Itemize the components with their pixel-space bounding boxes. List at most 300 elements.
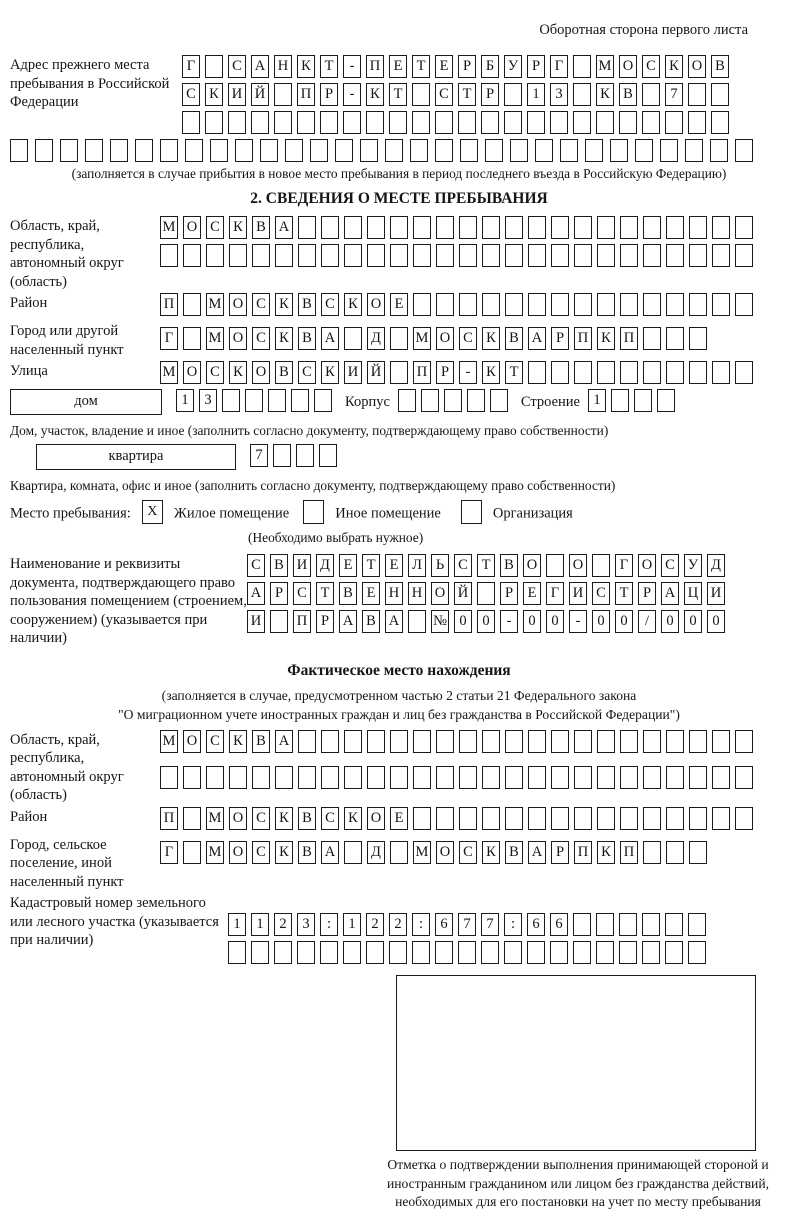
char-cell: В xyxy=(298,293,316,316)
actual-location-caption-2: "О миграционном учете иностранных граждан и лиц без гражданства в Российской Федерации") xyxy=(118,706,680,722)
char-cell: К xyxy=(366,83,384,106)
char-cell xyxy=(528,361,546,384)
char-cell xyxy=(229,766,247,789)
char-cell: Д xyxy=(367,841,385,864)
char-cell: А xyxy=(321,841,339,864)
char-cell xyxy=(689,293,707,316)
char-cell: 0 xyxy=(615,610,633,633)
char-cell: 1 xyxy=(527,83,545,106)
actual-region-rows xyxy=(160,728,758,784)
char-cell xyxy=(183,766,201,789)
char-cell: К xyxy=(665,55,683,78)
char-cell: Р xyxy=(551,841,569,864)
char-cell: - xyxy=(459,361,477,384)
char-cell xyxy=(410,139,428,162)
district-block xyxy=(10,291,788,319)
char-cell xyxy=(222,389,240,412)
char-cell: П xyxy=(366,55,384,78)
char-cell xyxy=(635,139,653,162)
char-cell: С xyxy=(642,55,660,78)
char-cell xyxy=(735,244,753,267)
char-cell: Т xyxy=(615,582,633,605)
char-cell xyxy=(665,111,683,134)
char-cell xyxy=(436,244,454,267)
char-cell xyxy=(735,730,753,753)
char-cell xyxy=(710,139,728,162)
actual-district-label: Район xyxy=(10,808,48,825)
checkbox-other-premises xyxy=(303,500,324,524)
char-cell xyxy=(436,807,454,830)
char-cell xyxy=(228,941,246,964)
char-row xyxy=(247,608,730,636)
char-cell: К xyxy=(597,841,615,864)
char-cell: П xyxy=(297,83,315,106)
char-cell xyxy=(666,361,684,384)
char-cell xyxy=(310,139,328,162)
char-cell: Й xyxy=(454,582,472,605)
char-cell: 3 xyxy=(297,913,315,936)
char-cell: № xyxy=(431,610,449,633)
char-cell: О xyxy=(229,327,247,350)
char-cell: Ь xyxy=(431,554,449,577)
char-cell xyxy=(436,293,454,316)
char-cell xyxy=(297,111,315,134)
char-cell: 2 xyxy=(389,913,407,936)
char-cell xyxy=(412,83,430,106)
char-cell xyxy=(643,841,661,864)
char-cell xyxy=(183,293,201,316)
char-cell: К xyxy=(344,807,362,830)
char-cell xyxy=(551,244,569,267)
char-cell xyxy=(459,293,477,316)
char-cell xyxy=(505,244,523,267)
char-cell xyxy=(390,766,408,789)
char-cell xyxy=(735,216,753,239)
char-row xyxy=(247,552,730,580)
char-cell xyxy=(60,139,78,162)
confirmation-stamp-box xyxy=(396,975,756,1151)
char-cell xyxy=(320,941,338,964)
char-row xyxy=(160,833,712,861)
apartment-row xyxy=(10,444,788,474)
char-cell xyxy=(459,244,477,267)
char-cell xyxy=(574,244,592,267)
char-row xyxy=(160,359,758,387)
prev-address-label: Адрес прежнего места пребывания в Российской Федерации xyxy=(10,57,170,110)
char-cell: 6 xyxy=(435,913,453,936)
char-cell xyxy=(160,139,178,162)
char-cell: В xyxy=(270,554,288,577)
char-cell xyxy=(642,941,660,964)
char-cell xyxy=(210,139,228,162)
char-cell: 2 xyxy=(274,913,292,936)
house-row xyxy=(10,389,788,419)
char-cell: С xyxy=(661,554,679,577)
char-cell xyxy=(551,766,569,789)
char-cell: Е xyxy=(362,582,380,605)
char-cell xyxy=(585,139,603,162)
char-cell: : xyxy=(504,913,522,936)
char-cell: В xyxy=(362,610,380,633)
char-cell xyxy=(688,913,706,936)
stamp-caption: Отметка о подтверждении выполнения принимающей стороной и иностранным гражданином или лицом без гражданства действий, необходимых для его постановки на учет по месту пребывания xyxy=(387,1157,769,1209)
char-cell xyxy=(481,111,499,134)
char-cell xyxy=(712,730,730,753)
char-cell: С xyxy=(252,841,270,864)
char-cell xyxy=(343,941,361,964)
char-cell xyxy=(504,83,522,106)
char-cell: К xyxy=(275,327,293,350)
char-row xyxy=(160,214,758,242)
char-cell xyxy=(85,139,103,162)
char-row xyxy=(182,109,734,137)
char-cell: И xyxy=(247,610,265,633)
char-cell xyxy=(735,361,753,384)
char-cell: О xyxy=(688,55,706,78)
cadastre-label: Кадастровый номер земельного или лесного участка (указывается при наличии) xyxy=(10,895,219,948)
char-cell xyxy=(435,139,453,162)
char-cell xyxy=(620,361,638,384)
char-cell: К xyxy=(229,216,247,239)
char-cell xyxy=(528,766,546,789)
char-cell: Г xyxy=(550,55,568,78)
char-cell xyxy=(490,389,508,412)
char-cell: С xyxy=(592,582,610,605)
actual-region-label: Область, край, республика, автономный округ (область) xyxy=(10,731,124,803)
char-cell xyxy=(642,83,660,106)
char-cell xyxy=(285,139,303,162)
char-cell xyxy=(666,766,684,789)
char-cell xyxy=(182,111,200,134)
char-cell: Т xyxy=(458,83,476,106)
char-cell: 0 xyxy=(523,610,541,633)
char-cell: М xyxy=(206,841,224,864)
char-cell xyxy=(596,941,614,964)
street-block xyxy=(10,359,788,387)
char-cell: В xyxy=(298,327,316,350)
char-cell xyxy=(688,941,706,964)
char-cell: 7 xyxy=(458,913,476,936)
char-cell xyxy=(666,730,684,753)
char-cell: М xyxy=(160,216,178,239)
char-cell xyxy=(657,389,675,412)
city-label: Город или другой населенный пункт xyxy=(10,323,124,358)
char-cell: И xyxy=(344,361,362,384)
char-cell xyxy=(459,766,477,789)
char-cell xyxy=(435,111,453,134)
char-cell: М xyxy=(206,327,224,350)
char-cell xyxy=(527,111,545,134)
char-cell: К xyxy=(275,841,293,864)
char-cell xyxy=(528,293,546,316)
char-cell xyxy=(251,111,269,134)
char-cell xyxy=(610,139,628,162)
char-cell xyxy=(505,730,523,753)
char-cell: С xyxy=(321,807,339,830)
char-cell: М xyxy=(160,361,178,384)
char-cell: Р xyxy=(551,327,569,350)
char-cell xyxy=(298,216,316,239)
char-cell xyxy=(35,139,53,162)
char-cell xyxy=(343,111,361,134)
char-cell xyxy=(273,444,291,467)
char-cell: Т xyxy=(389,83,407,106)
char-cell xyxy=(390,216,408,239)
char-cell: С xyxy=(435,83,453,106)
option-residential-label: Жилое помещение xyxy=(173,505,290,522)
stay-type-row xyxy=(10,500,788,528)
char-cell xyxy=(482,730,500,753)
char-cell xyxy=(643,730,661,753)
char-cell xyxy=(620,730,638,753)
char-cell: 1 xyxy=(176,389,194,412)
char-cell: 1 xyxy=(588,389,606,412)
korpus-label: Корпус xyxy=(345,394,390,410)
actual-city-label: Город, сельское поселение, иной населенный пункт xyxy=(10,836,124,890)
char-cell: Р xyxy=(481,83,499,106)
char-cell: 7 xyxy=(250,444,268,467)
char-cell: Р xyxy=(316,610,334,633)
char-cell xyxy=(482,244,500,267)
char-cell xyxy=(712,361,730,384)
char-cell xyxy=(551,730,569,753)
char-cell xyxy=(320,111,338,134)
char-cell xyxy=(206,766,224,789)
char-cell: 0 xyxy=(707,610,725,633)
char-cell xyxy=(321,216,339,239)
char-cell xyxy=(183,327,201,350)
char-cell xyxy=(735,139,753,162)
char-cell: Р xyxy=(638,582,656,605)
char-cell: Д xyxy=(316,554,334,577)
char-cell xyxy=(643,216,661,239)
char-cell xyxy=(597,766,615,789)
char-cell xyxy=(344,244,362,267)
char-cell xyxy=(390,244,408,267)
char-cell: Ц xyxy=(684,582,702,605)
char-cell: С xyxy=(206,361,224,384)
char-cell: - xyxy=(500,610,518,633)
char-cell: И xyxy=(293,554,311,577)
char-cell xyxy=(458,941,476,964)
char-cell xyxy=(335,139,353,162)
char-cell: Г xyxy=(160,841,178,864)
char-cell xyxy=(314,389,332,412)
char-cell xyxy=(510,139,528,162)
char-cell xyxy=(135,139,153,162)
char-cell: С xyxy=(252,293,270,316)
char-cell xyxy=(10,139,28,162)
char-cell xyxy=(688,111,706,134)
char-cell: П xyxy=(620,841,638,864)
char-cell xyxy=(666,216,684,239)
char-cell: О xyxy=(252,361,270,384)
char-cell: Р xyxy=(527,55,545,78)
char-cell xyxy=(597,730,615,753)
char-cell xyxy=(298,730,316,753)
char-cell xyxy=(574,807,592,830)
char-cell xyxy=(643,766,661,789)
char-cell xyxy=(460,139,478,162)
char-cell: У xyxy=(504,55,522,78)
char-cell: С xyxy=(206,216,224,239)
char-cell: Р xyxy=(500,582,518,605)
checkbox-residential: X xyxy=(142,500,163,524)
char-cell xyxy=(596,913,614,936)
char-cell: О xyxy=(569,554,587,577)
char-cell xyxy=(620,216,638,239)
char-cell: 0 xyxy=(684,610,702,633)
char-cell: П xyxy=(574,327,592,350)
char-cell xyxy=(389,941,407,964)
char-cell: 3 xyxy=(550,83,568,106)
char-cell xyxy=(366,111,384,134)
char-cell xyxy=(689,807,707,830)
char-cell xyxy=(205,55,223,78)
char-cell: И xyxy=(228,83,246,106)
char-cell xyxy=(183,244,201,267)
char-row xyxy=(228,939,711,967)
char-cell xyxy=(573,111,591,134)
char-cell: М xyxy=(206,293,224,316)
char-cell xyxy=(344,841,362,864)
char-cell: Р xyxy=(436,361,454,384)
char-cell: 0 xyxy=(592,610,610,633)
char-cell: Б xyxy=(481,55,499,78)
char-cell xyxy=(573,913,591,936)
char-cell xyxy=(260,139,278,162)
char-cell xyxy=(366,941,384,964)
prev-address-block xyxy=(10,53,788,137)
char-cell: К xyxy=(297,55,315,78)
char-cell xyxy=(274,941,292,964)
char-cell: О xyxy=(183,730,201,753)
char-cell: В xyxy=(711,55,729,78)
char-cell: С xyxy=(228,55,246,78)
char-cell: И xyxy=(707,582,725,605)
document-rows xyxy=(247,552,730,636)
char-cell: 1 xyxy=(228,913,246,936)
actual-city-block xyxy=(10,833,788,892)
char-row xyxy=(228,911,711,939)
char-cell: В xyxy=(252,730,270,753)
char-cell xyxy=(711,83,729,106)
char-cell: 7 xyxy=(665,83,683,106)
region-block xyxy=(10,214,788,291)
page-header-note: Оборотная сторона первого листа xyxy=(539,22,748,38)
char-cell: Г xyxy=(615,554,633,577)
char-cell xyxy=(413,244,431,267)
char-cell: Т xyxy=(320,55,338,78)
char-cell: О xyxy=(436,327,454,350)
char-cell: Р xyxy=(320,83,338,106)
char-cell xyxy=(619,913,637,936)
char-cell: 6 xyxy=(550,913,568,936)
char-cell: Р xyxy=(270,582,288,605)
actual-district-block xyxy=(10,805,788,833)
char-cell xyxy=(689,244,707,267)
char-cell: А xyxy=(339,610,357,633)
char-cell: П xyxy=(620,327,638,350)
char-cell: А xyxy=(251,55,269,78)
char-cell: А xyxy=(385,610,403,633)
char-cell xyxy=(160,766,178,789)
char-cell: В xyxy=(298,841,316,864)
char-cell xyxy=(643,293,661,316)
district-label: Район xyxy=(10,295,48,311)
char-cell: 7 xyxy=(481,913,499,936)
char-cell: К xyxy=(229,361,247,384)
char-cell xyxy=(481,941,499,964)
char-cell: О xyxy=(229,807,247,830)
char-cell: М xyxy=(206,807,224,830)
char-cell: А xyxy=(275,730,293,753)
char-cell: Т xyxy=(505,361,523,384)
char-cell xyxy=(735,766,753,789)
option-other-premises-label: Иное помещение xyxy=(335,505,441,522)
char-cell xyxy=(413,730,431,753)
char-cell: Н xyxy=(385,582,403,605)
char-cell xyxy=(560,139,578,162)
char-cell xyxy=(573,83,591,106)
option-organization-label: Организация xyxy=(492,505,573,522)
char-cell: : xyxy=(412,913,430,936)
char-cell: Е xyxy=(523,582,541,605)
char-cell: - xyxy=(343,55,361,78)
char-cell: В xyxy=(505,841,523,864)
char-cell: В xyxy=(298,807,316,830)
char-row xyxy=(10,137,788,165)
char-cell xyxy=(160,244,178,267)
region-rows xyxy=(160,214,758,270)
char-row xyxy=(160,756,758,784)
char-cell xyxy=(275,766,293,789)
char-cell xyxy=(459,216,477,239)
char-cell xyxy=(367,730,385,753)
char-cell xyxy=(597,361,615,384)
char-cell xyxy=(527,941,545,964)
char-cell xyxy=(592,554,610,577)
char-cell xyxy=(183,841,201,864)
char-cell xyxy=(367,244,385,267)
char-row xyxy=(160,728,758,756)
char-cell: И xyxy=(569,582,587,605)
document-block xyxy=(10,552,788,648)
char-cell: К xyxy=(229,730,247,753)
char-cell: А xyxy=(528,841,546,864)
char-cell: К xyxy=(596,83,614,106)
char-cell xyxy=(504,941,522,964)
char-cell xyxy=(321,730,339,753)
char-cell: В xyxy=(619,83,637,106)
char-cell: - xyxy=(343,83,361,106)
apartment-caption: Квартира, комната, офис и иное (заполнить согласно документу, подтверждающему право собственности) xyxy=(10,478,616,493)
char-cell xyxy=(275,244,293,267)
char-cell: Л xyxy=(408,554,426,577)
char-cell: 0 xyxy=(454,610,472,633)
char-cell xyxy=(444,389,462,412)
char-cell xyxy=(528,730,546,753)
char-cell xyxy=(642,913,660,936)
char-cell xyxy=(597,244,615,267)
char-cell: С xyxy=(298,361,316,384)
char-cell: О xyxy=(367,807,385,830)
char-cell: П xyxy=(293,610,311,633)
char-cell xyxy=(505,766,523,789)
char-cell: О xyxy=(183,216,201,239)
char-cell xyxy=(712,216,730,239)
char-cell xyxy=(413,766,431,789)
